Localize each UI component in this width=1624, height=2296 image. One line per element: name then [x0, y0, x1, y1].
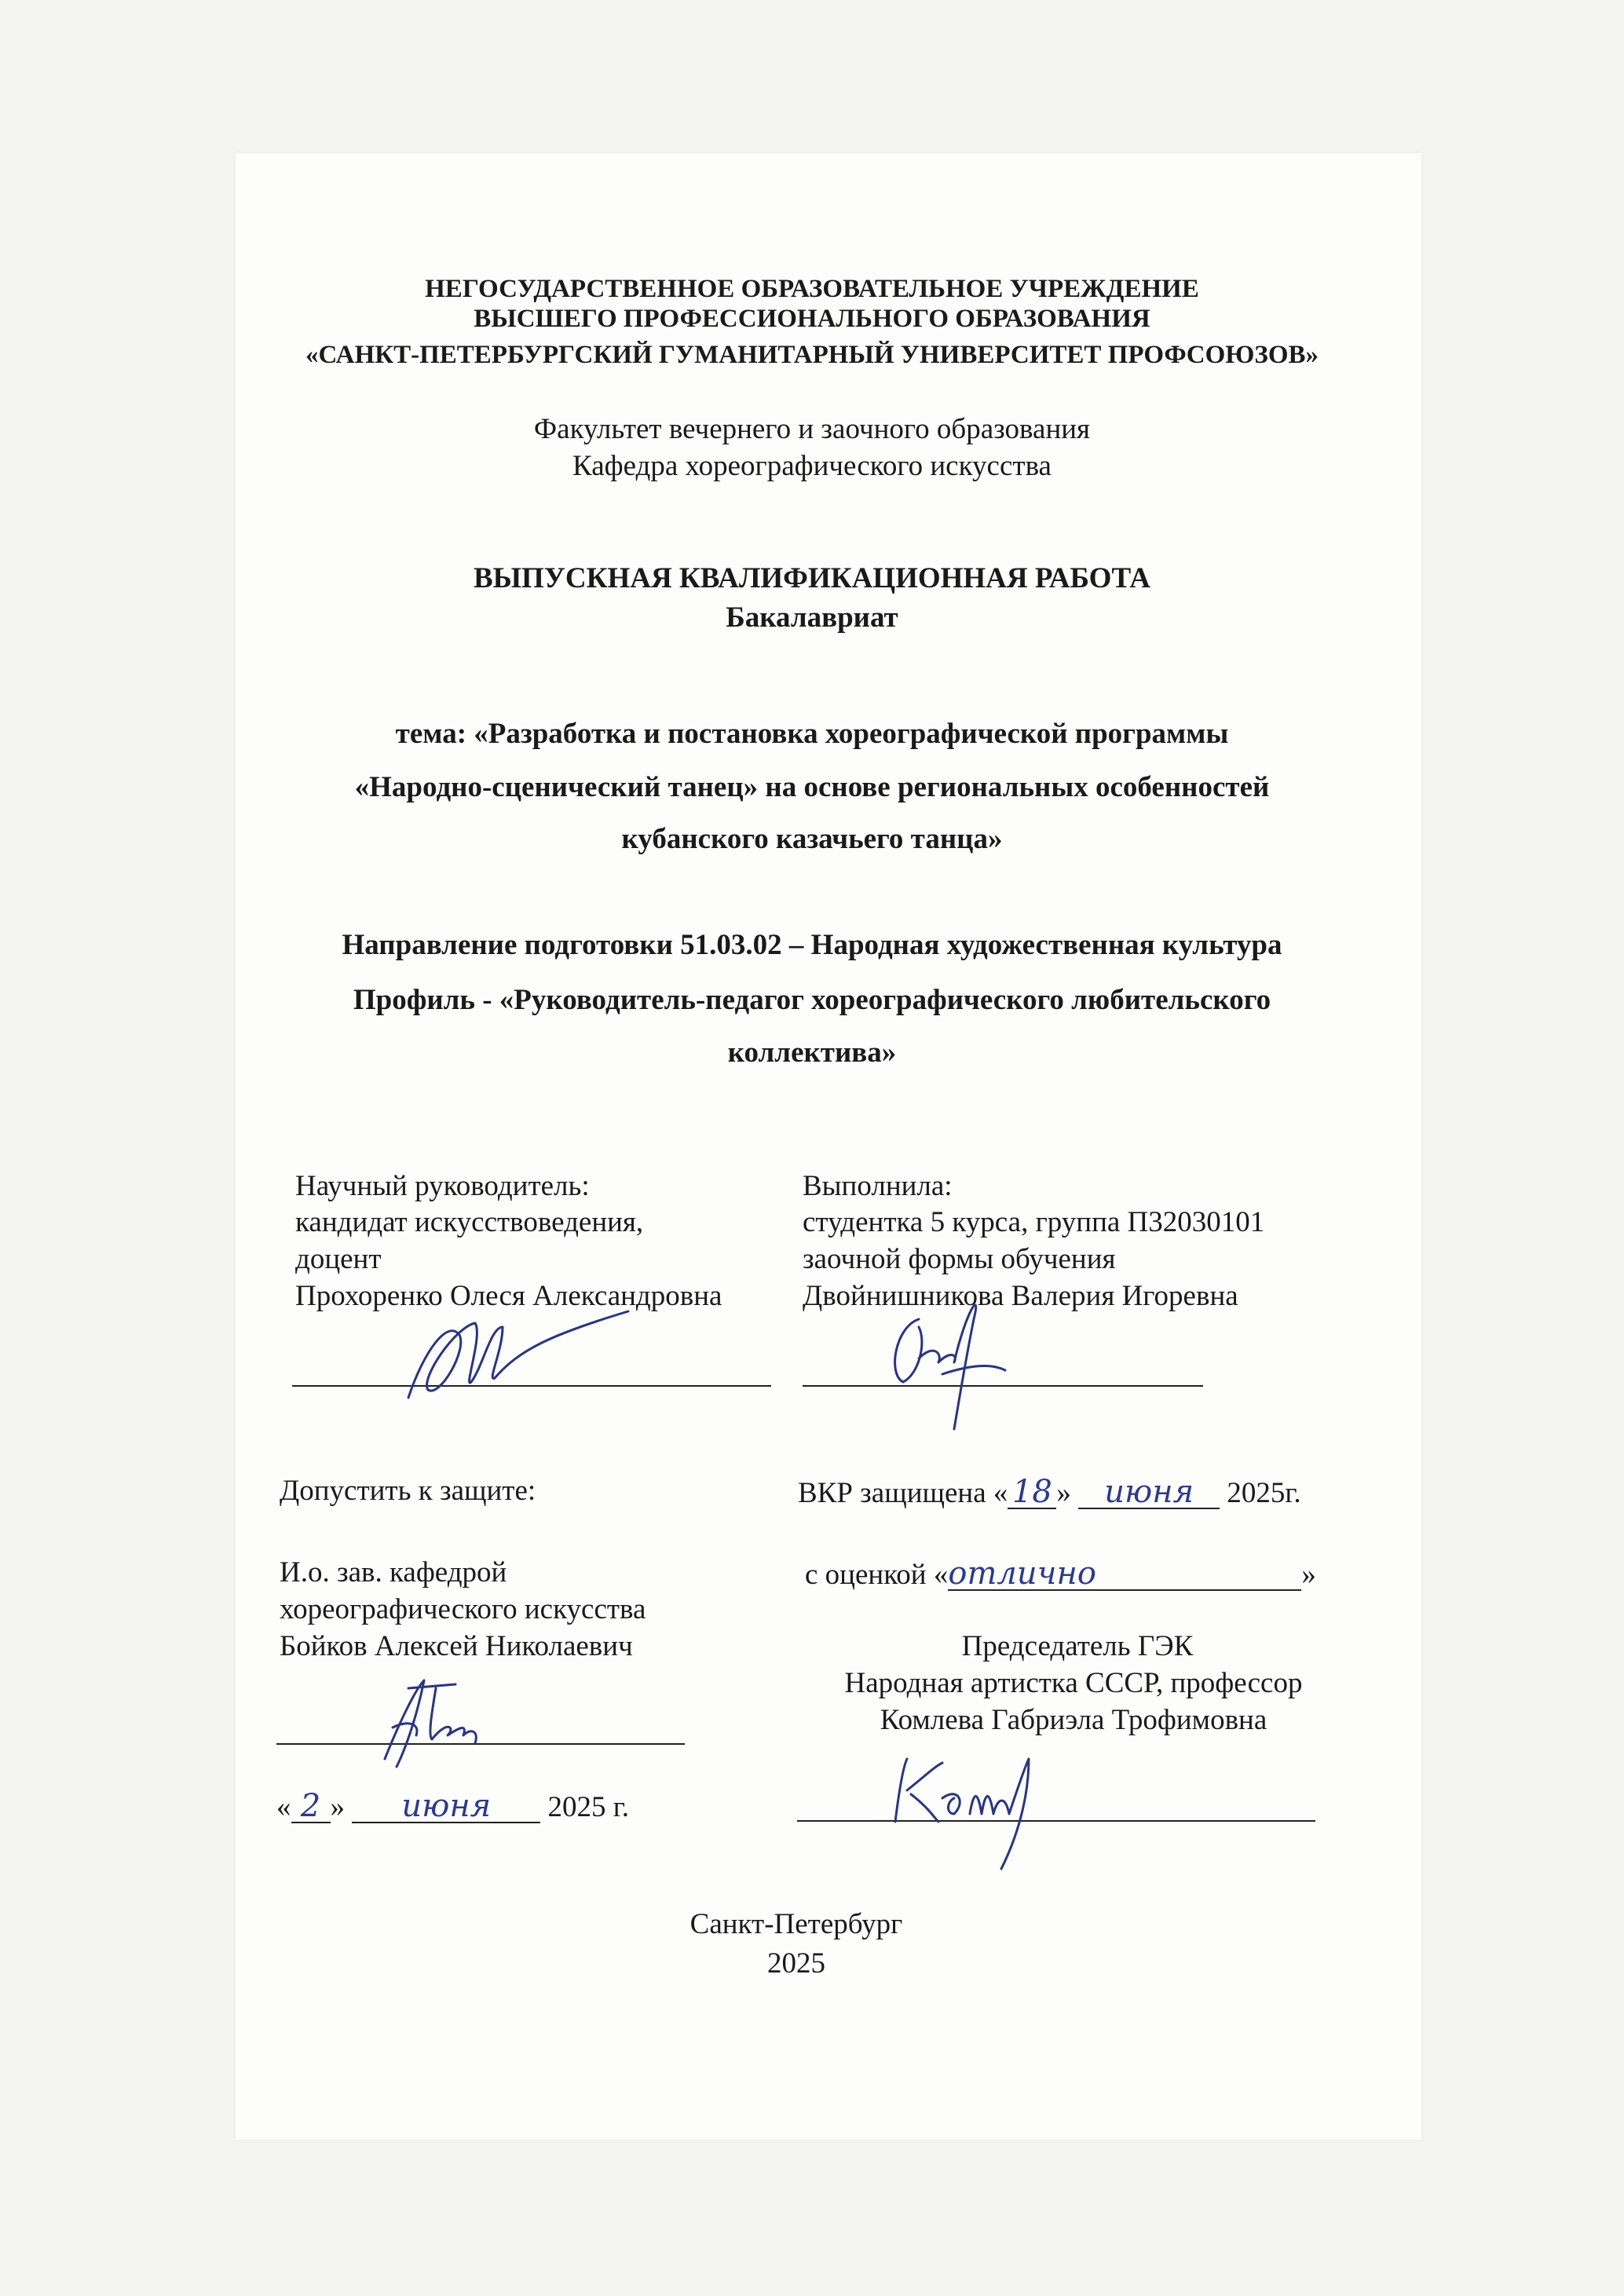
profile-line-2: коллектива»	[727, 1036, 897, 1069]
faculty: Факультет вечернего и заочного образования	[533, 413, 1091, 445]
topic-line-2: «Народно-сценический танец» на основе региональных особенностей	[354, 771, 1270, 803]
defense-year: 2025г.	[1227, 1477, 1301, 1509]
defense-day: 18	[1008, 1476, 1056, 1509]
topic-line-1: тема: «Разработка и постановка хореографической программы	[395, 718, 1229, 750]
supervisor-degree: кандидат искусствоведения,	[295, 1206, 644, 1238]
work-type: ВЫПУСКНАЯ КВАЛИФИКАЦИОННАЯ РАБОТА	[473, 562, 1151, 594]
city: Санкт-Петербург	[689, 1908, 903, 1940]
profile-line-1: Профиль - «Руководитель-педагог хореографического любительского	[353, 984, 1271, 1016]
admission-year: 2025 г.	[547, 1791, 630, 1823]
department: Кафедра хореографического искусства	[572, 450, 1052, 482]
defense-prefix: ВКР защищена «	[798, 1477, 1008, 1509]
student-label: Выполнила:	[803, 1170, 953, 1202]
defense-mid: »	[1056, 1477, 1071, 1509]
grade-row	[805, 1558, 1316, 1591]
admission-label: Допустить к защите:	[280, 1475, 536, 1507]
chair-signature	[872, 1743, 1076, 1877]
chair-title: Председатель ГЭК	[961, 1630, 1194, 1662]
supervisor-title: доцент	[295, 1243, 382, 1275]
supervisor-name: Прохоренко Олеся Александровна	[295, 1280, 722, 1312]
admission-position-1: И.о. зав. кафедрой	[280, 1556, 507, 1589]
grade-prefix: с оценкой «	[805, 1559, 949, 1591]
supervisor-label: Научный руководитель:	[295, 1170, 590, 1202]
student-course: студентка 5 курса, группа П32030101	[803, 1206, 1265, 1238]
grade-value: отлично	[948, 1558, 1301, 1591]
admission-month: июня	[352, 1790, 540, 1823]
admission-date	[276, 1790, 629, 1823]
grade-suffix: »	[1301, 1559, 1316, 1591]
head-signature	[361, 1673, 518, 1775]
institution-line-3: «САНКТ-ПЕТЕРБУРГСКИЙ ГУМАНИТАРНЫЙ УНИВЕРСИТЕТ ПРОФСОЮЗОВ»	[305, 341, 1319, 369]
admission-day: 2	[291, 1790, 331, 1823]
defense-month: июня	[1078, 1476, 1220, 1509]
chair-name: Комлева Габриэла Трофимовна	[880, 1704, 1267, 1736]
institution-line-2: ВЫСШЕГО ПРОФЕССИОНАЛЬНОГО ОБРАЗОВАНИЯ	[474, 305, 1150, 333]
admission-position-2: хореографического искусства	[280, 1593, 646, 1625]
student-name: Двойнишникова Валерия Игоревна	[803, 1280, 1238, 1312]
direction: Направление подготовки 51.03.02 – Народная художественная культура	[342, 929, 1282, 961]
degree: Бакалавриат	[726, 601, 898, 634]
chair-rank: Народная артистка СССР, профессор	[844, 1667, 1303, 1699]
institution-line-1: НЕГОСУДАРСТВЕННОЕ ОБРАЗОВАТЕЛЬНОЕ УЧРЕЖДЕНИЕ	[425, 275, 1199, 303]
topic-line-3: кубанского казачьего танца»	[621, 823, 1003, 855]
admission-date-open: «	[276, 1791, 291, 1823]
student-signature	[872, 1288, 1029, 1437]
supervisor-signature	[393, 1303, 644, 1421]
defense-date	[798, 1476, 1301, 1509]
admission-name: Бойков Алексей Николаевич	[280, 1630, 633, 1662]
admission-date-mid: »	[330, 1791, 345, 1823]
year: 2025	[767, 1947, 825, 1980]
student-form: заочной формы обучения	[803, 1243, 1116, 1275]
